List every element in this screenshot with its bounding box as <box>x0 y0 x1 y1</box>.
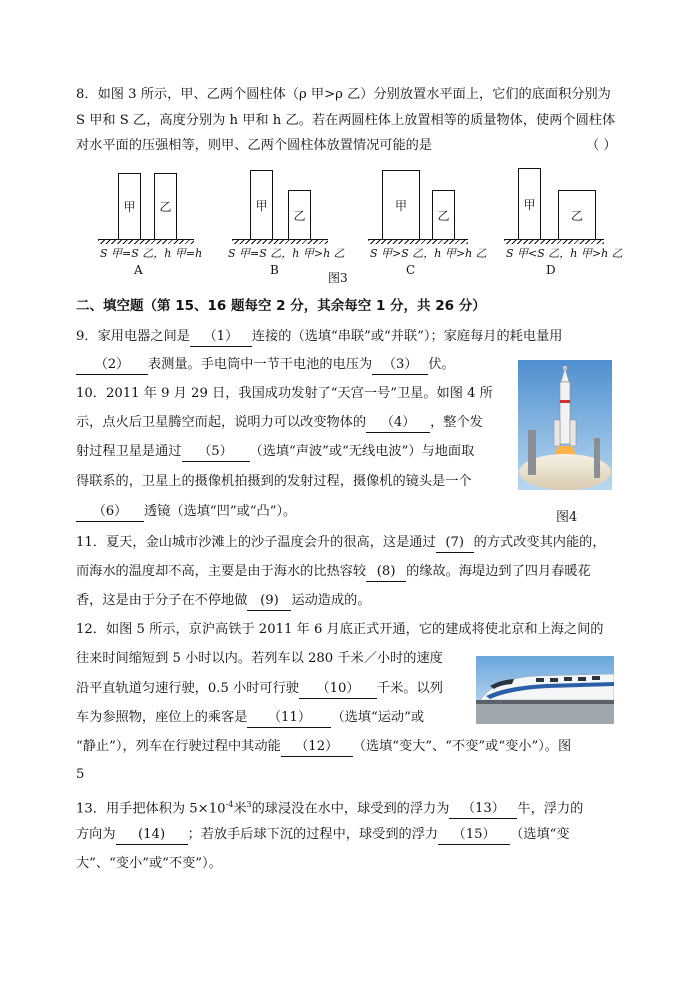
q10-line-5: （6） 透镜（选填“凹”或“凸”）。 <box>76 503 296 522</box>
q8-line-2: S 甲和 S 乙，高度分别为 h 甲和 h 乙。若在两圆柱体上放置相等的质量物体，使两个圆柱体 <box>76 113 616 128</box>
cond-a: S 甲=S 乙，h 甲=h <box>100 247 203 260</box>
figure-3-caption: 图3 <box>328 271 348 285</box>
q10-line-1: 10．2011 年 9 月 29 日，我国成功发射了“天宫一号”卫星。如图 4 所 <box>76 386 493 401</box>
cond-d: S 甲<S 乙，h 甲>h 乙 <box>506 247 623 260</box>
option-b-label: B <box>270 263 279 277</box>
figure-5-train-photo <box>476 656 614 724</box>
blank-7[interactable]: (7) <box>436 534 474 553</box>
blank-13[interactable]: （13） <box>449 800 517 819</box>
blank-14[interactable]: (14) <box>116 826 188 845</box>
q10-line-4: 得联系的，卫星上的摄像机拍摄到的发射过程，摄像机的镜头是一个 <box>76 474 472 489</box>
blank-1[interactable]: （1） <box>190 328 252 347</box>
blank-10[interactable]: （10） <box>299 680 377 699</box>
q9-line-2: （2） 表测量。手电筒中一节干电池的电压为 （3） 伏。 <box>76 356 455 375</box>
cylinder-b-jia: 甲 <box>250 170 273 240</box>
cylinder-b-yi: 乙 <box>288 190 311 240</box>
blank-4[interactable]: （4） <box>366 414 430 433</box>
q8-answer-bracket: （ ） <box>586 138 617 153</box>
hatch-c <box>368 240 468 244</box>
blank-12[interactable]: （12） <box>281 738 353 757</box>
cylinder-a-jia: 甲 <box>118 173 141 240</box>
cylinder-a-yi: 乙 <box>154 173 177 240</box>
q12-line-6: 5 <box>76 767 85 782</box>
figure-3 <box>90 165 630 285</box>
blank-2[interactable]: （2） <box>76 356 148 375</box>
hatch-a <box>98 240 194 244</box>
blank-3[interactable]: （3） <box>372 356 428 375</box>
q11-line-1: 11．夏天，金山城市沙滩上的沙子温度会升的很高，这是通过 (7) 的方式改变其内能的， <box>76 534 606 553</box>
blank-8[interactable]: (8) <box>366 563 406 582</box>
q12-line-1: 12．如图 5 所示，京沪高铁于 2011 年 6 月底正式开通，它的建成将使北京和上海之间的 <box>76 622 604 637</box>
q12-line-5: “静止”），列车在行驶过程中其动能 （12） （选填“变大”、“不变”或“变小”）。图 <box>76 738 571 757</box>
blank-15[interactable]: （15） <box>438 826 510 845</box>
blank-9[interactable]: (9) <box>247 592 291 611</box>
hatch-b <box>232 240 328 244</box>
blank-6[interactable]: （6） <box>76 503 144 522</box>
option-c-label: C <box>406 263 416 277</box>
q11-line-2: 而海水的温度却不高，主要是由于海水的比热容较 (8) 的缘故。海堤边到了四月春暖花 <box>76 563 591 582</box>
q8-line-3-text: 对水平面的压强相等，则甲、乙两个圆柱体放置情况可能的是 <box>76 138 433 153</box>
figure-4-caption: 图4 <box>556 510 578 525</box>
option-d-label: D <box>546 263 556 277</box>
q12-line-4: 车为参照物，座位上的乘客是 （11） （选填“运动”或 <box>76 709 424 728</box>
figure-4-rocket-photo <box>518 360 612 490</box>
blank-5[interactable]: （5） <box>182 443 250 462</box>
q12-line-2: 往来时间缩短到 5 小时以内。若列车以 280 千米／小时的速度 <box>76 651 443 666</box>
blank-11[interactable]: （11） <box>247 709 331 728</box>
q9-line-1: 9．家用电器之间是 （1） 连接的（选填“串联”或“并联”）；家庭每月的耗电量用 <box>76 328 562 347</box>
q10-line-3: 射过程卫星是通过 （5） （选填“声波”或“无线电波”）与地面取 <box>76 443 474 462</box>
q12-line-3: 沿平直轨道匀速行驶，0.5 小时可行驶 （10） 千米。以列 <box>76 680 443 699</box>
cylinder-d-jia: 甲 <box>518 168 541 240</box>
q13-line-1: 13．用手把体积为 $5\times 10^{-4}$米$^3$的球浸没在水中，球受到的浮力为 （13） 牛，浮力的 <box>76 796 583 819</box>
cond-b: S 甲=S 乙，h 甲>h 乙 <box>228 247 345 260</box>
q10-line-2: 示，点火后卫星腾空而起，说明力可以改变物体的 （4） ，整个发 <box>76 414 483 433</box>
hatch-d <box>504 240 604 244</box>
q13-line-2: 方向为 (14) ；若放手后球下沉的过程中，球受到的浮力 （15） （选填“变 <box>76 826 570 845</box>
cond-c: S 甲>S 乙，h 甲>h 乙 <box>370 247 487 260</box>
cylinder-c-jia: 甲 <box>382 170 420 240</box>
cylinder-c-yi: 乙 <box>432 190 455 240</box>
section-2-title: 二、填空题（第 15、16 题每空 2 分，其余每空 1 分，共 26 分） <box>76 298 486 314</box>
option-a-label: A <box>134 263 143 277</box>
q8-line-3 <box>76 137 617 155</box>
q11-line-3: 香，这是由于分子在不停地做 (9) 运动造成的。 <box>76 592 371 611</box>
cylinder-d-yi: 乙 <box>558 190 596 240</box>
q13-line-3: 大”、“变小”或“不变”）。 <box>76 856 222 871</box>
q8-line-1: 8．如图 3 所示，甲、乙两个圆柱体（ρ 甲>ρ 乙）分别放置水平面上，它们的底面积分别为 <box>76 87 611 102</box>
